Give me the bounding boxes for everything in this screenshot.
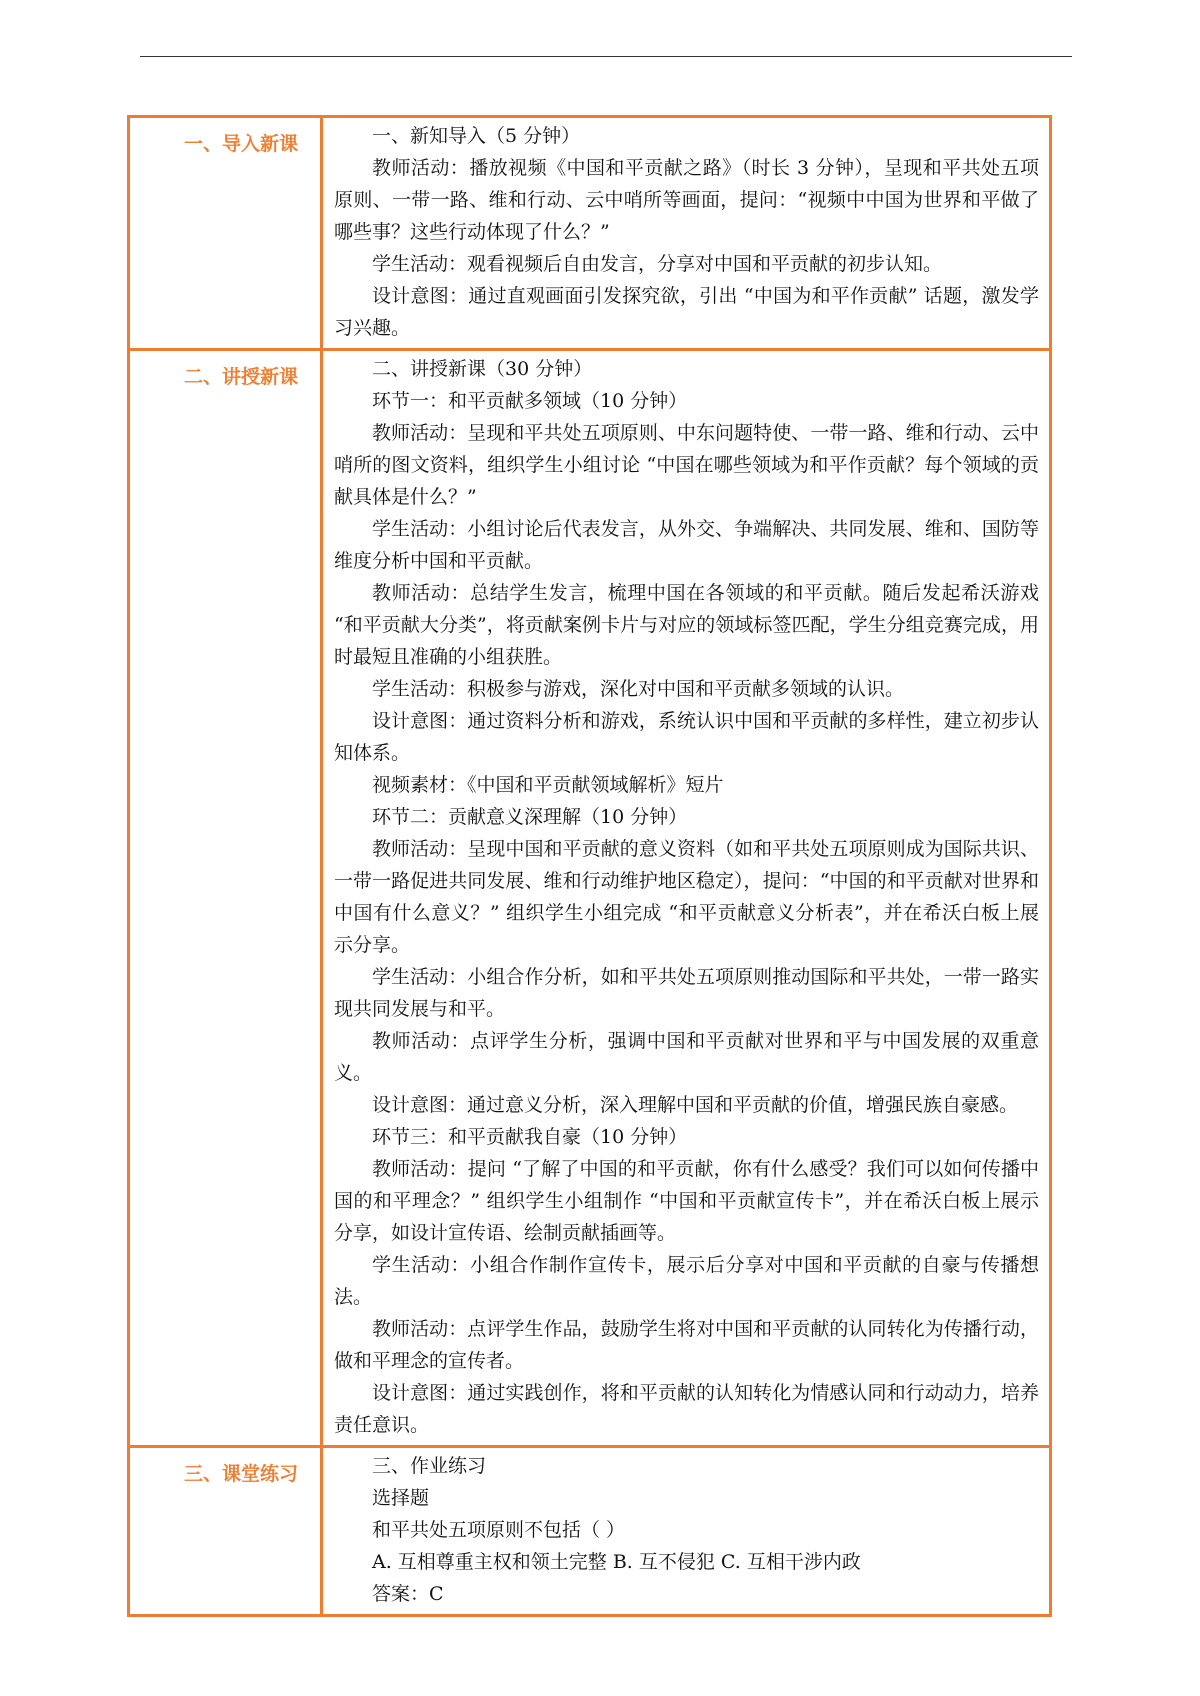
section-label: 一、导入新课 [183,133,298,155]
section-row [129,350,1051,1447]
content-paragraph: 答案：C [372,1583,444,1605]
content-paragraph: 学生活动：小组讨论后代表发言，从外交、争端解决、共同发展、维和、国防等维度分析中国和平贡献。 [334,518,1039,572]
content-paragraph: 设计意图：通过资料分析和游戏，系统认识中国和平贡献的多样性，建立初步认知体系。 [334,710,1039,764]
content-paragraph: 一、新知导入（5 分钟） [372,125,581,147]
content-paragraph: 设计意图：通过实践创作，将和平贡献的认知转化为情感认同和行动动力，培养责任意识。 [334,1382,1039,1436]
content-paragraph: 设计意图：通过直观画面引发探究欲，引出 “中国为和平作贡献” 话题，激发学习兴趣。 [334,285,1039,339]
section-content-cell [322,350,1051,1447]
section-label-cell [129,117,322,350]
content-paragraph: 二、讲授新课（30 分钟） [372,358,593,380]
content-paragraph: 学生活动：小组合作分析，如和平共处五项原则推动国际和平共处，一带一路实现共同发展与和平。 [334,966,1039,1020]
content-paragraph: 教师活动：提问 “了解了中国的和平贡献，你有什么感受？我们可以如何传播中国的和平理念？” 组织学生小组制作 “中国和平贡献宣传卡”，并在希沃白板上展示分享，如设计宣传语、绘制贡献插画等。 [334,1158,1039,1244]
content-paragraph: 设计意图：通过意义分析，深入理解中国和平贡献的价值，增强民族自豪感。 [372,1094,1019,1116]
content-paragraph: 学生活动：小组合作制作宣传卡，展示后分享对中国和平贡献的自豪与传播想法。 [334,1254,1039,1308]
content-paragraph: 和平共处五项原则不包括（ ） [372,1519,626,1541]
content-paragraph: A. 互相尊重主权和领土完整 B. 互不侵犯 C. 互相干涉内政 [372,1551,861,1573]
section-content-cell [322,117,1051,350]
section-label-cell [129,1447,322,1616]
section-row [129,117,1051,350]
content-paragraph: 视频素材：《中国和平贡献领域解析》短片 [372,774,724,796]
content-paragraph: 教师活动：呈现中国和平贡献的意义资料（如和平共处五项原则成为国际共识、一带一路促进共同发展、维和行动维护地区稳定），提问：“中国的和平贡献对世界和中国有什么意义？” 组织学生小组完成 “和平贡献意义分析表”，并在希沃白板上展示分享。 [334,838,1039,956]
section-content-cell [322,1447,1051,1616]
content-paragraph: 教师活动：总结学生发言，梳理中国在各领域的和平贡献。随后发起希沃游戏 “和平贡献大分类”，将贡献案例卡片与对应的领域标签匹配，学生分组竞赛完成，用时最短且准确的小组获胜。 [334,582,1039,668]
content-paragraph: 环节三：和平贡献我自豪（10 分钟） [372,1126,688,1148]
content-paragraph: 教师活动：点评学生作品，鼓励学生将对中国和平贡献的认同转化为传播行动，做和平理念的宣传者。 [334,1318,1039,1372]
content-paragraph: 环节一：和平贡献多领域（10 分钟） [372,390,688,412]
content-paragraph: 教师活动：点评学生分析，强调中国和平贡献对世界和平与中国发展的双重意义。 [334,1030,1039,1084]
content-paragraph: 选择题 [372,1487,430,1509]
lesson-plan-table [127,115,1052,1617]
section-content [323,118,1049,348]
content-paragraph: 学生活动：观看视频后自由发言，分享对中国和平贡献的初步认知。 [372,253,943,275]
content-paragraph: 学生活动：积极参与游戏，深化对中国和平贡献多领域的认识。 [372,678,905,700]
content-paragraph: 教师活动：播放视频《中国和平贡献之路》（时长 3 分钟），呈现和平共处五项原则、一带一路、维和行动、云中哨所等画面，提问：“视频中中国为世界和平做了哪些事？这些行动体现了什么？” [334,157,1039,243]
header-rule [140,56,1072,57]
section-content [323,351,1049,1445]
content-paragraph: 三、作业练习 [372,1455,487,1477]
section-row [129,1447,1051,1616]
content-paragraph: 环节二：贡献意义深理解（10 分钟） [372,806,688,828]
section-label: 三、课堂练习 [183,1463,298,1485]
section-label-cell [129,350,322,1447]
content-paragraph: 教师活动：呈现和平共处五项原则、中东问题特使、一带一路、维和行动、云中哨所的图文资料，组织学生小组讨论 “中国在哪些领域为和平作贡献？每个领域的贡献具体是什么？” [334,422,1039,508]
section-label: 二、讲授新课 [183,366,298,388]
section-content [323,1448,1049,1614]
